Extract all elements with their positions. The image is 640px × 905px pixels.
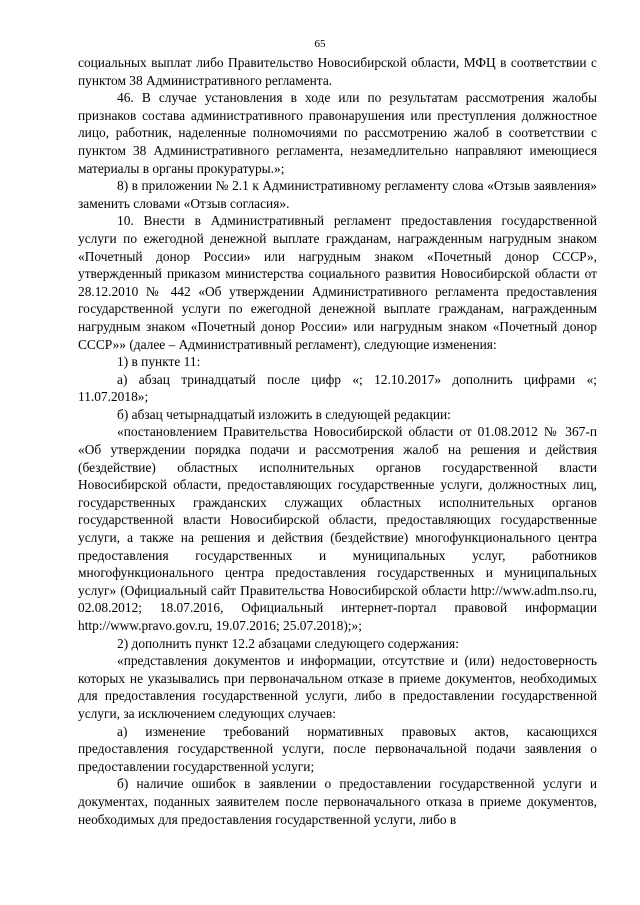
document-body bbox=[78, 54, 597, 828]
paragraph: «представления документов и информации, отсутствие и (или) недостоверность которых не указывались при первоначальном отказе в приеме документов, необходимых для предоставления государственной услуги, либо в предоставлении государственной услуги, за исключением следующих случаев: bbox=[78, 653, 597, 721]
paragraph: 46. В случае установления в ходе или по результатам рассмотрения жалобы признаков состава административного правонарушения или преступления должностное лицо, работник, наделенные полномочиями по рассмотрению жалоб в соответствии с пунктом 38 Административного регламента, незамедлительно направляют имеющиеся материалы в органы прокуратуры.»; bbox=[78, 90, 597, 176]
paragraph: социальных выплат либо Правительство Новосибирской области, МФЦ в соответствии с пунктом 38 Административного регламента. bbox=[78, 55, 597, 88]
paragraph: а) абзац тринадцатый после цифр «; 12.10.2017» дополнить цифрами «; 11.07.2018»; bbox=[78, 371, 597, 405]
page-number: 65 bbox=[314, 38, 326, 50]
paragraph: 1) в пункте 11: bbox=[117, 354, 201, 370]
paragraph: 2) дополнить пункт 12.2 абзацами следующего содержания: bbox=[117, 635, 459, 651]
paragraph: б) абзац четырнадцатый изложить в следующей редакции: bbox=[117, 406, 451, 422]
paragraph: 8) в приложении № 2.1 к Административному регламенту слова «Отзыв заявления» заменить словами «Отзыв согласия». bbox=[78, 178, 597, 211]
paragraph: а) изменение требований нормативных правовых актов, касающихся предоставления государственной услуги, после первоначальной подачи заявления о предоставлении государственной услуги; bbox=[78, 723, 597, 774]
paragraph: б) наличие ошибок в заявлении о предоставлении государственной услуги и документах, поданных заявителем после первоначального отказа в приеме документов, необходимых для предоставления государственной услуги, либо в bbox=[78, 776, 597, 827]
paragraph: 10. Внести в Административный регламент предоставления государственной услуги по ежегодной денежной выплате гражданам, награжденным нагрудным знаком «Почетный донор России» или нагрудным знаком «Почетный донор СССР», утвержденный приказом министерства социального развития Новосибирской области от 28.12.2010 № 442 «Об утверждении Административного регламента предоставления государственной услуги по ежегодной денежной выплате гражданам, награжденным нагрудным знаком «Почетный донор России» или нагрудным знаком «Почетный донор СССР»» (далее – Административный регламент), следующие изменения: bbox=[78, 213, 597, 352]
paragraph: «постановлением Правительства Новосибирской области от 01.08.2012 № 367-п «Об утверждении порядка подачи и рассмотрения жалоб на решения и действия (бездействие) областных исполнительных органов государственной власти Новосибирской области, предоставляющих государственные услуги, должностных лиц, государственных гражданских служащих областных исполнительных органов государственной власти Новосибирской области, предоставляющих государственные услуги, а также на решения и действия (бездействие) многофункционального центра предоставления государственных и муниципальных услуг, работников многофункционального центра предоставления государственных и муниципальных услуг» (Официальный сайт Правительства Новосибирской области http://www.adm.nso.ru, 02.08.2012; 18.07.2016, Официальный интернет-портал правовой информации http://www.pravo.gov.ru, 19.07.2016; 25.07.2018);»; bbox=[78, 424, 597, 633]
